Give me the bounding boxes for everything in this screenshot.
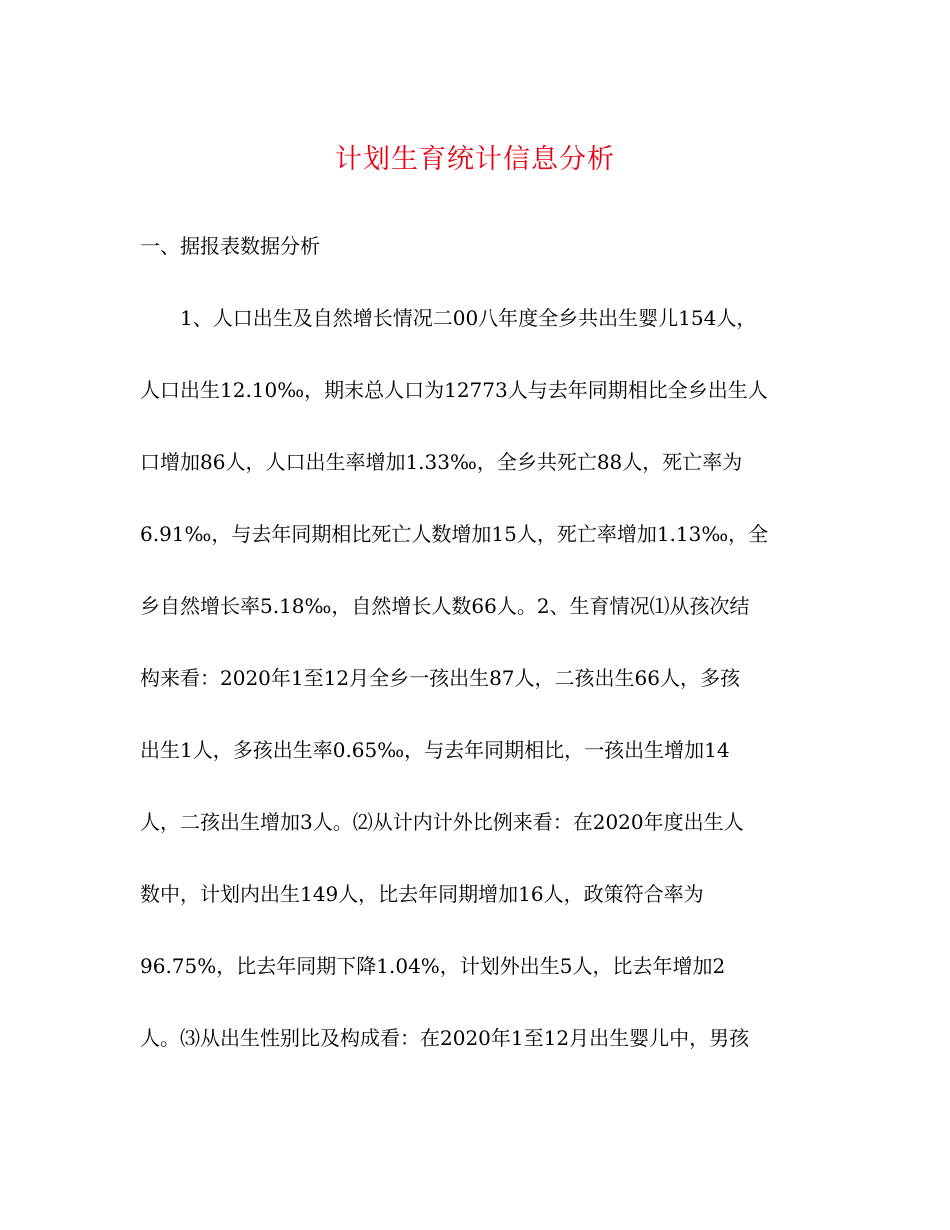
paragraph-line: 乡自然增长率5.18‰，自然增长人数66人。2、生育情况⑴从孩次结	[140, 594, 750, 618]
paragraph-line: 数中，计划内出生149人，比去年同期增加16人，政策符合率为	[140, 882, 704, 906]
section-heading: 一、据报表数据分析	[140, 234, 320, 258]
paragraph-line: 6.91‰，与去年同期相比死亡人数增加15人，死亡率增加1.13‰，全	[140, 522, 769, 546]
paragraph-line: 1、人口出生及自然增长情况二00八年度全乡共出生婴儿154人，	[180, 306, 757, 330]
paragraph-line: 构来看：2020年1至12月全乡一孩出生87人，二孩出生66人，多孩	[140, 666, 740, 690]
paragraph-line: 出生1人，多孩出生率0.65‰，与去年同期相比，一孩出生增加14	[140, 738, 730, 762]
paragraph-line: 口增加86人，人口出生率增加1.33‰，全乡共死亡88人，死亡率为	[140, 450, 743, 474]
paragraph-line: 人口出生12.10‰，期末总人口为12773人与去年同期相比全乡出生人	[140, 378, 768, 402]
paragraph-line: 人，二孩出生增加3人。⑵从计内计外比例来看：在2020年度出生人	[140, 810, 744, 834]
paragraph-line: 人。⑶从出生性别比及构成看：在2020年1至12月出生婴儿中，男孩	[140, 1026, 750, 1050]
document-title: 计划生育统计信息分析	[335, 144, 615, 175]
paragraph-line: 96.75%，比去年同期下降1.04%，计划外出生5人，比去年增加2	[140, 954, 726, 978]
